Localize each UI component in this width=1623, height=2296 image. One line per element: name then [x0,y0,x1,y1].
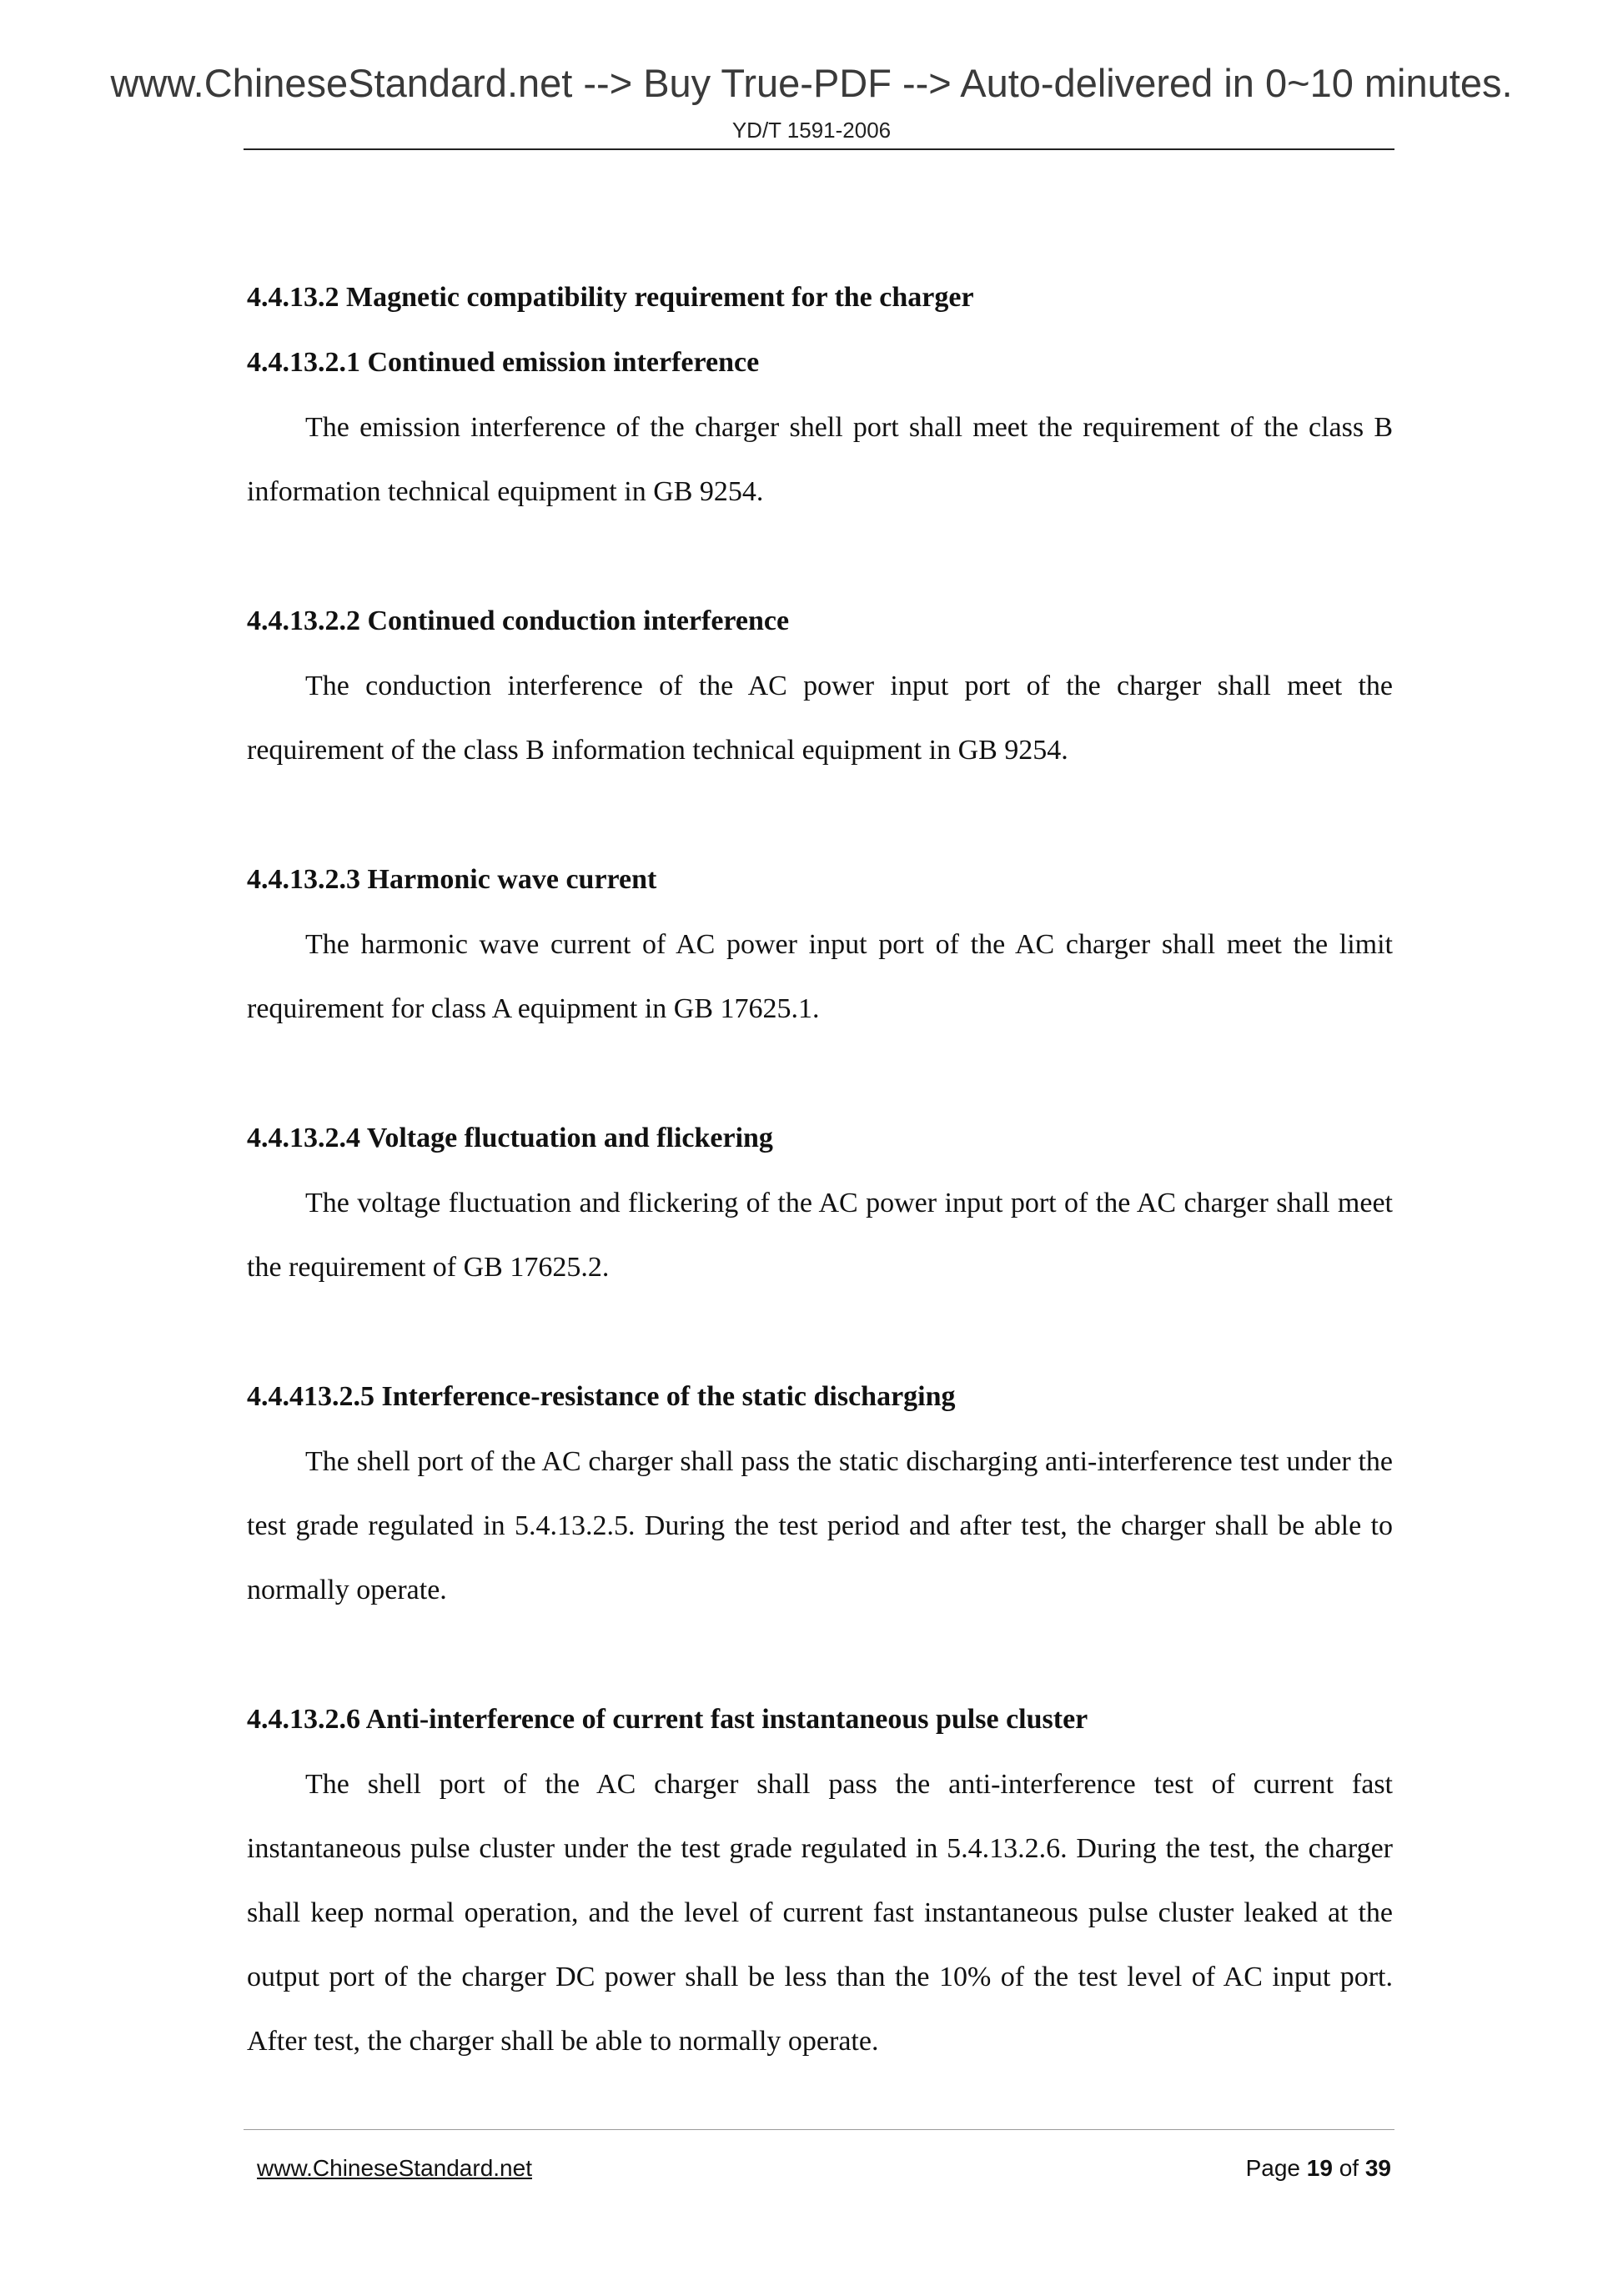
page-label: Page [1245,2155,1300,2181]
section-paragraph: The shell port of the AC charger shall pass the static discharging anti-interference test under the test grade regulated in 5.4.13.2.5. During the test period and after test, the charger shall be able to normally operate. [247,1446,1393,1605]
section-heading: 4.4.13.2.6 Anti-interference of current fast instantaneous pulse cluster [247,1704,1088,1735]
page-of: of [1339,2155,1359,2181]
page-total: 39 [1364,2155,1391,2181]
section-spacer [247,1299,1393,1364]
section-spacer [247,782,1393,847]
section-heading: 4.4.13.2.4 Voltage fluctuation and flickering [247,1123,773,1153]
section-paragraph: The emission interference of the charger shell port shall meet the requirement of the class B information technical equipment in GB 9254. [247,412,1393,507]
section-paragraph: The conduction interference of the AC power input port of the charger shall meet the requirement of the class B information technical equipment in GB 9254. [247,671,1393,766]
section-heading: 4.4.413.2.5 Interference-resistance of the static discharging [247,1381,956,1412]
page-number [1246,2155,1391,2182]
page-current: 19 [1306,2155,1333,2181]
section-4-4-13-2-1 [247,330,1393,524]
header-divider [244,148,1394,150]
section-4-4-13-2 [247,265,1393,330]
section-spacer [247,524,1393,589]
standard-code: YD/T 1591-2006 [731,118,892,143]
footer-divider [244,2129,1394,2130]
section-4-4-13-2-5 [247,1364,1393,1622]
footer-website-link[interactable]: www.ChineseStandard.net [257,2155,532,2181]
section-paragraph: The harmonic wave current of AC power input port of the AC charger shall meet the limit requirement for class A equipment in GB 17625.1. [247,929,1393,1024]
section-heading: 4.4.13.2.3 Harmonic wave current [247,864,657,895]
section-4-4-13-2-3 [247,847,1393,1041]
banner-text: www.ChineseStandard.net --> Buy True-PDF --> Auto-delivered in 0~10 minutes. [110,61,1513,105]
section-spacer [247,1041,1393,1106]
section-4-4-13-2-2 [247,589,1393,782]
section-paragraph: The shell port of the AC charger shall pass the anti-interference test of current fast instantaneous pulse cluster under the test grade regulated in 5.4.13.2.6. During the test, the charger shall keep normal operation, and the level of current fast instantaneous pulse cluster leaked at the output port of the charger DC power shall be less than the 10% of the test level of AC input port. After test, the charger shall be able to normally operate. [247,1769,1393,2057]
section-4-4-13-2-6 [247,1687,1393,2073]
section-4-4-13-2-4 [247,1106,1393,1299]
section-heading: 4.4.13.2 Magnetic compatibility requirement for the charger [247,282,974,313]
section-heading: 4.4.13.2.2 Continued conduction interference [247,605,790,636]
section-spacer [247,1622,1393,1687]
document-body [247,265,1393,2073]
section-heading: 4.4.13.2.1 Continued emission interference [247,347,760,378]
section-paragraph: The voltage fluctuation and flickering of the AC power input port of the AC charger shall meet the requirement of GB 17625.2. [247,1188,1393,1283]
